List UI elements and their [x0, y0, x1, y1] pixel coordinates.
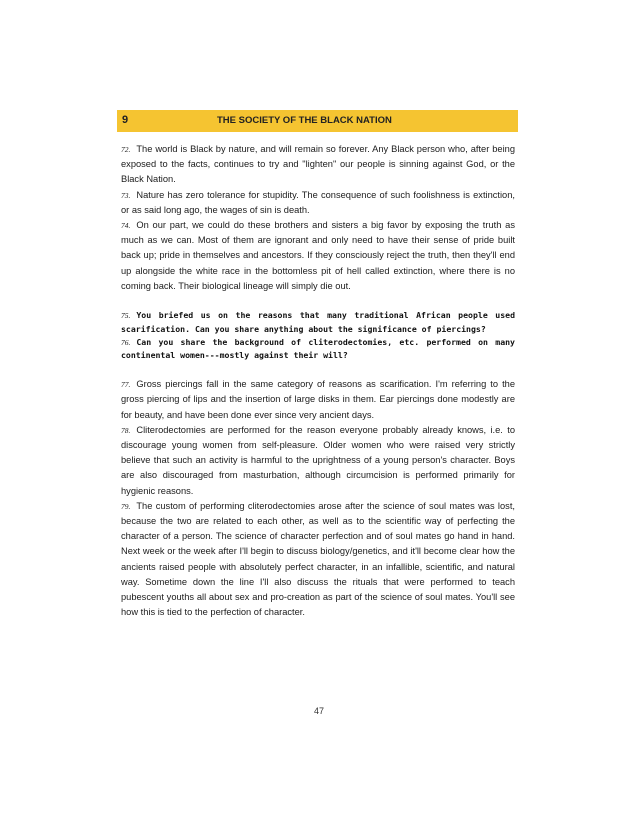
paragraph-text: The custom of performing cliterodectomies arose after the science of soul mates was lost, because the two are related to each other, as well as to the scientific way of perfecting the character of a person. The science of character perfection and of soul mates go hand in hand. Next week or the week after I'll begin to discuss biology/genetics, and it'll become clear how the ancients raised people with absolutely perfect character, in an infallible, scientific, and natural way. Sometime down the line I'll also discuss the rituals that were performed to teach pubescent youths all about sex and pro-creation as part of the science of soul mates. You'll see how this is tied to the perfection of character.	[121, 500, 515, 618]
chapter-number: 9	[122, 114, 129, 126]
question-number: 75.	[121, 311, 131, 321]
paragraph-number: 78.	[121, 425, 131, 435]
paragraph-number: 74.	[121, 221, 131, 231]
paragraph-number: 72.	[121, 145, 131, 154]
question-text: You briefed us on the reasons that many traditional African people used scarification. Can you share anything about the significance of piercings?	[121, 310, 515, 334]
question-76	[121, 336, 515, 363]
paragraph-72	[121, 142, 515, 188]
paragraph-77	[121, 377, 515, 423]
paragraph-text: Gross piercings fall in the same category of reasons as scarification. I'm referring to the gross piercing of lips and the insertion of large disks in them. Ear piercings done modestly are for beauty, and have been done ever since very ancient days.	[121, 379, 515, 420]
page-number: 47	[313, 706, 324, 716]
question-75	[121, 309, 515, 336]
paragraph-number: 79.	[121, 501, 131, 511]
chapter-title: THE SOCIETY OF THE BLACK NATION	[217, 115, 392, 126]
question-number: 76.	[121, 337, 131, 347]
paragraph-73	[121, 188, 515, 218]
paragraph-74	[121, 218, 515, 294]
paragraph-78	[121, 423, 515, 499]
paragraph-text: Nature has zero tolerance for stupidity. The consequence of such foolishness is extinction, or as said long ago, the wages of sin is death.	[121, 189, 515, 215]
spacer	[121, 362, 515, 377]
paragraph-number: 73.	[121, 190, 131, 200]
paragraph-number: 77.	[121, 380, 131, 390]
paragraph-text: Cliterodectomies are performed for the reason everyone probably already knows, i.e. to discourage young women from self-pleasure. Older women who were raised very strictly believe that such an activity is harmful to the uprightness of a young person's character. Boys are also discouraged from masturbation, although circumcision is performed primarily for hygienic reasons.	[121, 424, 515, 496]
question-text: Can you share the background of cliterodectomies, etc. performed on many continental women---mostly against their will?	[121, 336, 515, 361]
body-text	[121, 142, 515, 620]
paragraph-text: The world is Black by nature, and will remain so forever. Any Black person who, after being exposed to the facts, continues to try and "lighten" our people is sinning against God, or the Black Nation.	[121, 144, 515, 185]
paragraph-text: On our part, we could do these brothers and sisters a big favor by exposing the truth as much as we can. Most of them are ignorant and only need to have their sense of pride built back up; pride in themselves and ancestors. If they consciously reject the truth, then they'll end up alongside the white race in the bottomless pit of hell called extinction, where there is no coming back. Their biological lineage will simply die out.	[121, 220, 515, 291]
chapter-header-bar	[117, 110, 518, 132]
paragraph-79	[121, 499, 515, 621]
spacer	[121, 294, 515, 309]
